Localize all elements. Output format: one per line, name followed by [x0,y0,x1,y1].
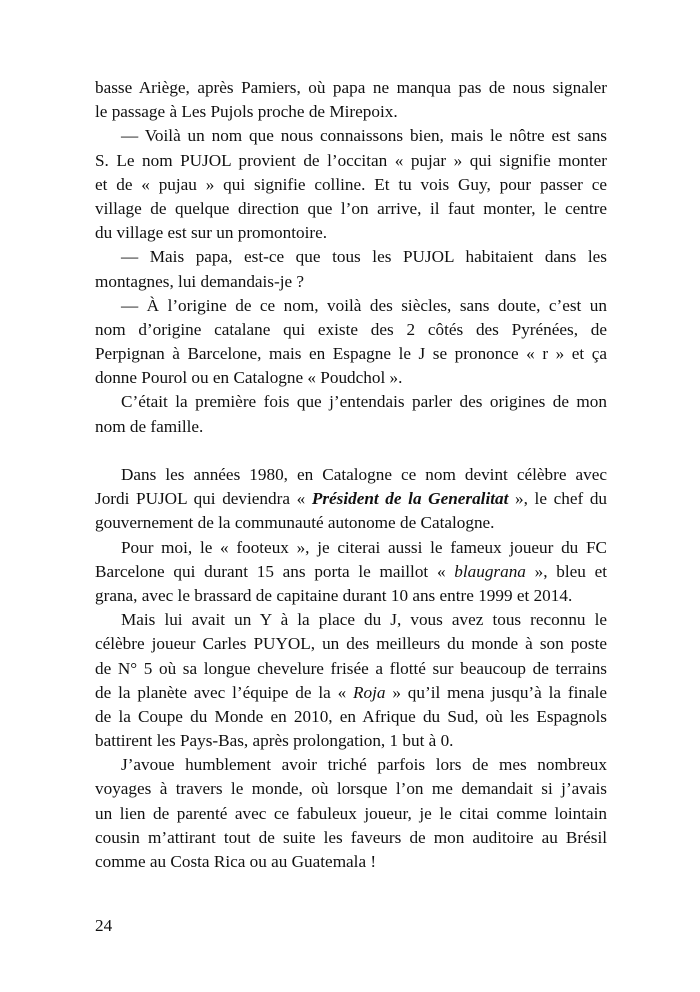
paragraph [95,294,607,391]
paragraph [95,608,607,753]
emphasized-text: blaugrana [454,561,526,581]
text-line: nom de famille. [95,416,204,436]
text-line: de N° 5 où sa longue chevelure frisée a flotté sur beaucoup de terrains [95,658,607,678]
text-line: du village est sur un promontoire. [95,223,327,243]
text-line: le passage à Les Pujols proche de Mirepoix. [95,102,398,122]
text-line: cousin m’attirant tout de suite les faveurs de mon auditoire au Brésil [95,827,607,847]
text-line: donne Pourol ou en Catalogne « Poudchol ». [95,368,403,388]
paragraph [95,390,607,438]
text-line: de la Coupe du Monde en 2010, en Afrique du Sud, où les Espagnols [95,706,607,726]
text-span: de la planète avec l’équipe de la « [95,682,354,702]
text-line: — À l’origine de ce nom, voilà des siècles, sans doute, c’est un [121,295,607,315]
text-line: gouvernement de la communauté autonome de Catalogne. [95,513,495,533]
text-line: C’était la première fois que j’entendais parler des origines de mon [121,392,607,412]
text-line: Dans les années 1980, en Catalogne ce nom devint célèbre avec [121,465,607,484]
paragraph [95,124,607,245]
emphasized-text: Roja [353,682,386,702]
text-line: voyages à travers le monde, où lorsque l’on me demandait si j’avais [95,779,607,799]
text-line: nom d’origine catalane qui existe des 2 côtés des Pyrénées, de [95,319,607,339]
text-line: J’avoue humblement avoir triché parfois lors de mes nombreux [121,755,607,775]
text-line: Mais lui avait un Y à la place du J, vous avez tous reconnu le [121,610,607,630]
text-line: — Voilà un nom que nous connaissons bien, mais le nôtre est sans [121,126,607,146]
text-line: village de quelque direction que l’on arrive, il faut monter, le centre [95,198,607,218]
text-line: montagnes, lui demandais-je ? [95,271,305,291]
text-span: Jordi PUJOL qui deviendra « [95,489,312,509]
text-line: Perpignan à Barcelone, mais en Espagne le J se prononce « r » et ça [95,344,607,364]
text-line: basse Ariège, après Pamiers, où papa ne manqua pas de nous signaler [95,78,607,97]
text-line [95,487,607,511]
paragraph [95,536,607,609]
paragraph [95,245,607,293]
text-span: » qu’il mena jusqu’à la finale [385,682,607,702]
text-line: battirent les Pays-Bas, après prolongation, 1 but à 0. [95,731,454,751]
text-span: », le chef du [508,489,608,509]
paragraph [95,753,607,874]
emphasized-text: Président de la Generalitat [311,489,509,509]
paragraph [95,463,607,536]
text-line: célèbre joueur Carles PUYOL, un des meilleurs du monde à son poste [95,634,607,654]
text-span: Barcelone qui durant 15 ans porta le maillot « [95,561,455,581]
paragraph-gap [95,439,607,463]
page-body [95,76,607,874]
text-line: S. Le nom PUJOL provient de l’occitan « pujar » qui signifie monter [95,150,607,170]
text-line: grana, avec le brassard de capitaine durant 10 ans entre 1999 et 2014. [95,585,573,605]
text-span: », bleu et [525,561,608,581]
page-number: 24 [95,916,113,935]
paragraph [95,76,607,124]
text-line [95,560,607,584]
text-line: comme au Costa Rica ou au Guatemala ! [95,852,377,871]
text-line: un lien de parenté avec ce fabuleux joueur, je le citai comme lointain [95,803,607,823]
text-line: Pour moi, le « footeux », je citerai aussi le fameux joueur du FC [121,537,607,557]
text-line: — Mais papa, est-ce que tous les PUJOL habitaient dans les [121,247,607,267]
text-line: et de « pujau » qui signifie colline. Et tu vois Guy, pour passer ce [95,174,607,194]
text-line [95,681,607,705]
